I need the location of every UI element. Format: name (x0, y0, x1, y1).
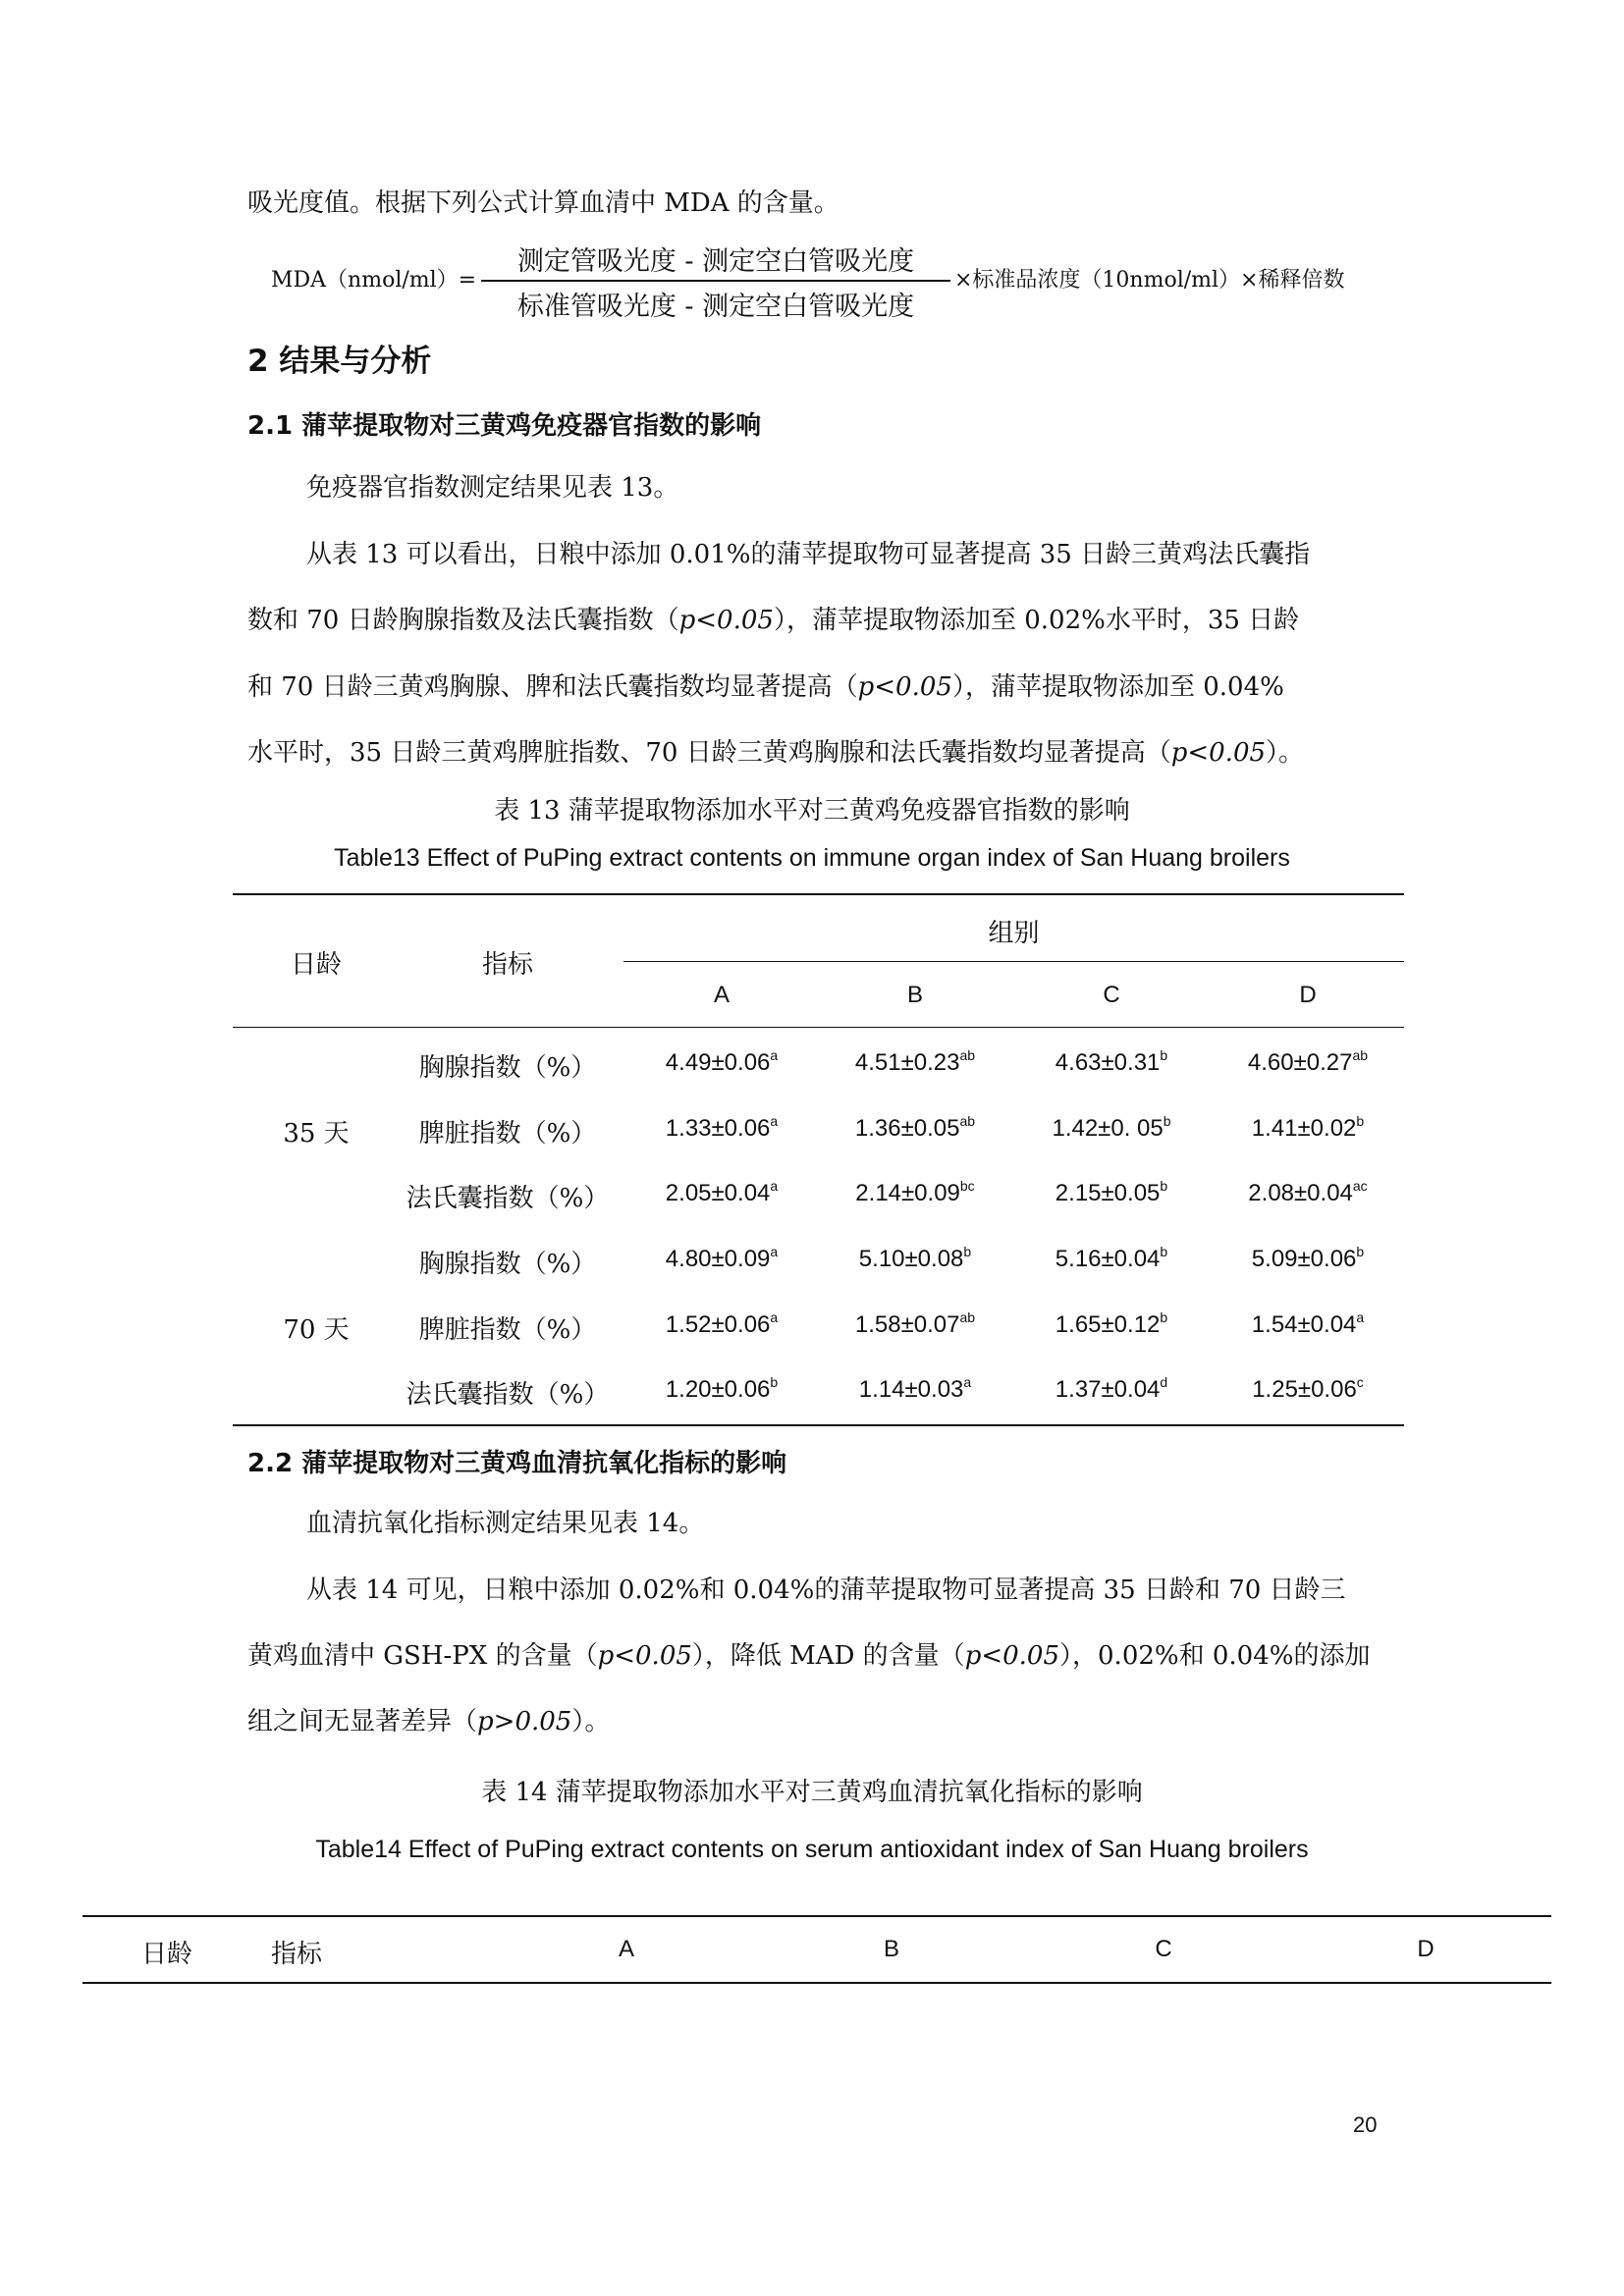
cell-d: 5.09±0.06$^b$ (1251, 1244, 1365, 1272)
header-group-c: C (1103, 982, 1120, 1008)
cell-a: 2.05±0.04$^a$ (665, 1178, 779, 1206)
row-index: 法氏囊指数（%） (406, 1380, 610, 1410)
header-group-a: A (713, 982, 730, 1008)
cell-b: 2.14±0.09$^{bc}$ (855, 1178, 975, 1206)
paragraph-2-2-a: 血清抗氧化指标测定结果见表 14。 (306, 1509, 705, 1538)
header-age: 日龄 (140, 1940, 192, 1969)
intro-line: 吸光度值。根据下列公式计算血清中 MDA 的含量。 (247, 188, 839, 218)
cell-c: 1.37±0.04$^d$ (1055, 1374, 1168, 1403)
cell-c: 1.65±0.12$^b$ (1055, 1309, 1168, 1338)
cell-c: 5.16±0.04$^b$ (1055, 1244, 1168, 1272)
paragraph-2-1-line: 数和 70 日龄胸腺指数及法氏囊指数（p<0.05），蒲苹提取物添加至 0.02%水平时，35 日龄 (247, 606, 1300, 635)
cell-b: 4.51±0.23$^{ab}$ (854, 1047, 976, 1076)
cell-b: 1.36±0.05$^{ab}$ (854, 1113, 976, 1142)
table13-caption-cn: 表 13 蒲苹提取物添加水平对三黄鸡免疫器官指数的影响 (494, 796, 1130, 826)
cell-d: 1.54±0.04$^a$ (1251, 1309, 1365, 1338)
cell-b: 5.10±0.08$^b$ (858, 1244, 972, 1272)
table-bottom-rule (233, 1424, 1404, 1426)
paragraph-2-2-line: 组之间无显著差异（p>0.05）。 (247, 1707, 611, 1736)
cell-b: 1.58±0.07$^{ab}$ (854, 1309, 976, 1338)
formula-numerator: 测定管吸光度 - 测定空白管吸光度 (516, 246, 915, 277)
paragraph-2-1-a: 免疫器官指数测定结果见表 13。 (306, 473, 679, 503)
cell-d: 4.60±0.27$^{ab}$ (1247, 1047, 1369, 1076)
header-index: 指标 (481, 950, 533, 980)
header-group-b: B (883, 1936, 899, 1962)
header-index: 指标 (270, 1940, 322, 1969)
cell-b: 1.14±0.03$^a$ (858, 1374, 972, 1403)
table13-caption-en: Table13 Effect of PuPing extract contents on immune organ index of San Huang broilers (334, 844, 1290, 872)
row-index: 脾脏指数（%） (418, 1119, 597, 1148)
fraction-bar (481, 280, 950, 282)
paragraph-2-1-line: 水平时，35 日龄三黄鸡脾脏指数、70 日龄三黄鸡胸腺和法氏囊指数均显著提高（p<0.05）。 (247, 738, 1305, 768)
table-header-rule (82, 1982, 1551, 1984)
cell-a: 1.20±0.06$^b$ (665, 1374, 779, 1403)
table14-caption-cn: 表 14 蒲苹提取物添加水平对三黄鸡血清抗氧化指标的影响 (481, 1778, 1143, 1807)
section-heading-2-2: 2.2 蒲苹提取物对三黄鸡血清抗氧化指标的影响 (247, 1449, 787, 1478)
table-top-rule (82, 1915, 1551, 1917)
table14-caption-en: Table14 Effect of PuPing extract contents on serum antioxidant index of San Huang broilers (315, 1836, 1309, 1863)
age-35: 35 天 (283, 1119, 350, 1148)
header-age: 日龄 (290, 950, 342, 980)
section-heading-2: 2 结果与分析 (247, 344, 432, 379)
row-index: 胸腺指数（%） (418, 1250, 597, 1279)
header-group-a: A (618, 1936, 634, 1962)
row-index: 法氏囊指数（%） (406, 1184, 610, 1213)
cell-a: 1.52±0.06$^a$ (665, 1309, 779, 1338)
paragraph-2-1-line: 和 70 日龄三黄鸡胸腺、脾和法氏囊指数均显著提高（p<0.05），蒲苹提取物添加至 0.04% (247, 672, 1284, 702)
paragraph-2-2-line: 黄鸡血清中 GSH-PX 的含量（p<0.05），降低 MAD 的含量（p<0.05），0.02%和 0.04%的添加 (247, 1641, 1371, 1671)
cell-c: 1.42±0. 05$^b$ (1052, 1113, 1171, 1142)
table-group-rule (623, 961, 1404, 962)
header-group-d: D (1417, 1936, 1435, 1962)
header-group-b: B (906, 982, 923, 1008)
age-70: 70 天 (283, 1315, 350, 1345)
cell-a: 4.80±0.09$^a$ (665, 1244, 779, 1272)
header-group-c: C (1155, 1936, 1172, 1962)
cell-a: 4.49±0.06$^a$ (665, 1047, 779, 1076)
cell-d: 1.25±0.06$^c$ (1252, 1374, 1364, 1403)
row-index: 胸腺指数（%） (418, 1053, 597, 1083)
formula-rhs: ×标准品浓度（10nmol/ml）×稀释倍数 (954, 268, 1345, 293)
row-index: 脾脏指数（%） (418, 1315, 597, 1345)
formula-lhs: MDA（nmol/ml）= (271, 268, 477, 293)
header-group: 组别 (988, 919, 1040, 948)
cell-d: 1.41±0.02$^b$ (1251, 1113, 1365, 1142)
formula-denominator: 标准管吸光度 - 测定空白管吸光度 (516, 292, 915, 322)
paragraph-2-2-line: 从表 14 可见，日粮中添加 0.02%和 0.04%的蒲苹提取物可显著提高 35 日龄和 70 日龄三 (306, 1575, 1346, 1605)
mda-formula (271, 236, 1400, 324)
cell-c: 4.63±0.31$^b$ (1055, 1047, 1168, 1076)
table-header-rule (233, 1027, 1404, 1028)
table-top-rule (233, 893, 1404, 895)
page-number: 20 (1353, 2112, 1378, 2137)
section-heading-2-1: 2.1 蒲苹提取物对三黄鸡免疫器官指数的影响 (247, 411, 762, 441)
cell-c: 2.15±0.05$^b$ (1055, 1178, 1168, 1206)
cell-d: 2.08±0.04$^{ac}$ (1248, 1178, 1368, 1206)
header-group-d: D (1299, 982, 1317, 1008)
paragraph-2-1-line: 从表 13 可以看出，日粮中添加 0.01%的蒲苹提取物可显著提高 35 日龄三黄鸡法氏囊指 (306, 540, 1311, 569)
cell-a: 1.33±0.06$^a$ (665, 1113, 779, 1142)
